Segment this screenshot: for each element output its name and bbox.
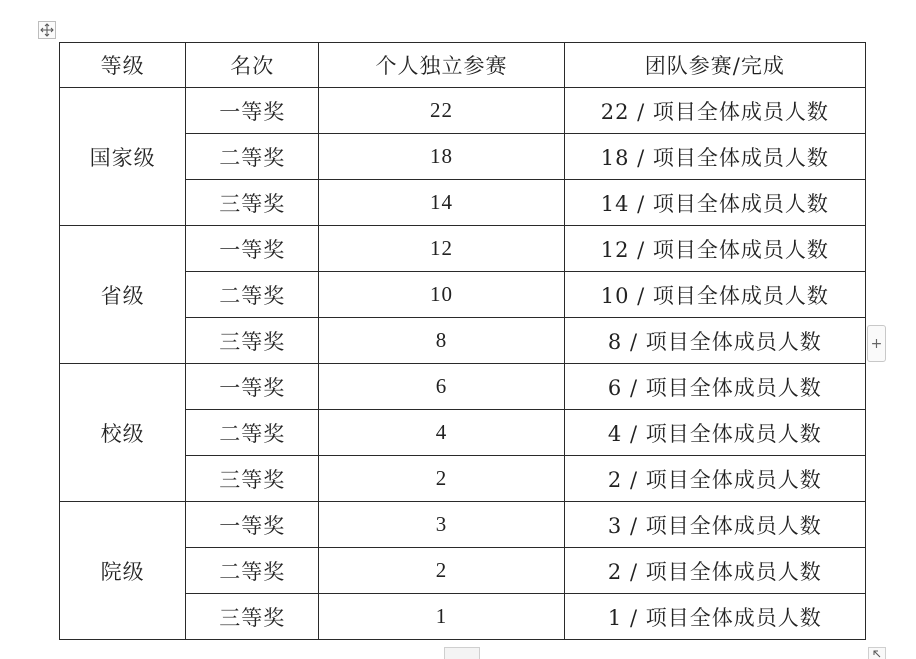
individual-cell: 6 xyxy=(319,364,564,410)
individual-cell: 18 xyxy=(319,134,564,180)
level-cell: 国家级 xyxy=(60,88,186,226)
individual-cell: 14 xyxy=(319,180,564,226)
team-cell: 22 / 项目全体成员人数 xyxy=(564,88,865,134)
rank-cell: 二等奖 xyxy=(186,272,319,318)
table-header-row xyxy=(60,43,866,88)
move-arrows-icon xyxy=(40,23,54,37)
individual-cell: 2 xyxy=(319,548,564,594)
resize-arrow-icon xyxy=(872,649,882,658)
rank-cell: 二等奖 xyxy=(186,134,319,180)
table-row xyxy=(60,502,866,548)
team-cell: 2 / 项目全体成员人数 xyxy=(564,548,865,594)
ranking-table xyxy=(59,42,866,640)
team-cell: 6 / 项目全体成员人数 xyxy=(564,364,865,410)
table-row xyxy=(60,88,866,134)
table-row xyxy=(60,226,866,272)
individual-cell: 3 xyxy=(319,502,564,548)
level-cell: 校级 xyxy=(60,364,186,502)
rank-cell: 一等奖 xyxy=(186,88,319,134)
rank-cell: 二等奖 xyxy=(186,548,319,594)
rank-cell: 一等奖 xyxy=(186,226,319,272)
team-cell: 12 / 项目全体成员人数 xyxy=(564,226,865,272)
level-cell: 省级 xyxy=(60,226,186,364)
header-rank: 名次 xyxy=(186,43,319,88)
individual-cell: 10 xyxy=(319,272,564,318)
header-level: 等级 xyxy=(60,43,186,88)
rank-cell: 三等奖 xyxy=(186,318,319,364)
rank-cell: 三等奖 xyxy=(186,180,319,226)
individual-cell: 1 xyxy=(319,594,564,640)
table-resize-handle[interactable] xyxy=(868,647,886,659)
individual-cell: 8 xyxy=(319,318,564,364)
team-cell: 1 / 项目全体成员人数 xyxy=(564,594,865,640)
level-cell: 院级 xyxy=(60,502,186,640)
add-column-button[interactable] xyxy=(867,325,886,362)
team-cell: 10 / 项目全体成员人数 xyxy=(564,272,865,318)
table-bottom-tab[interactable] xyxy=(444,647,480,659)
individual-cell: 22 xyxy=(319,88,564,134)
individual-cell: 4 xyxy=(319,410,564,456)
rank-cell: 二等奖 xyxy=(186,410,319,456)
plus-icon: + xyxy=(870,335,883,352)
table-row xyxy=(60,364,866,410)
header-individual: 个人独立参赛 xyxy=(319,43,564,88)
rank-cell: 三等奖 xyxy=(186,456,319,502)
rank-cell: 三等奖 xyxy=(186,594,319,640)
header-team: 团队参赛/完成 xyxy=(564,43,865,88)
team-cell: 4 / 项目全体成员人数 xyxy=(564,410,865,456)
team-cell: 14 / 项目全体成员人数 xyxy=(564,180,865,226)
rank-cell: 一等奖 xyxy=(186,364,319,410)
individual-cell: 12 xyxy=(319,226,564,272)
team-cell: 18 / 项目全体成员人数 xyxy=(564,134,865,180)
individual-cell: 2 xyxy=(319,456,564,502)
team-cell: 3 / 项目全体成员人数 xyxy=(564,502,865,548)
team-cell: 8 / 项目全体成员人数 xyxy=(564,318,865,364)
table-move-handle[interactable] xyxy=(38,21,56,39)
team-cell: 2 / 项目全体成员人数 xyxy=(564,456,865,502)
rank-cell: 一等奖 xyxy=(186,502,319,548)
